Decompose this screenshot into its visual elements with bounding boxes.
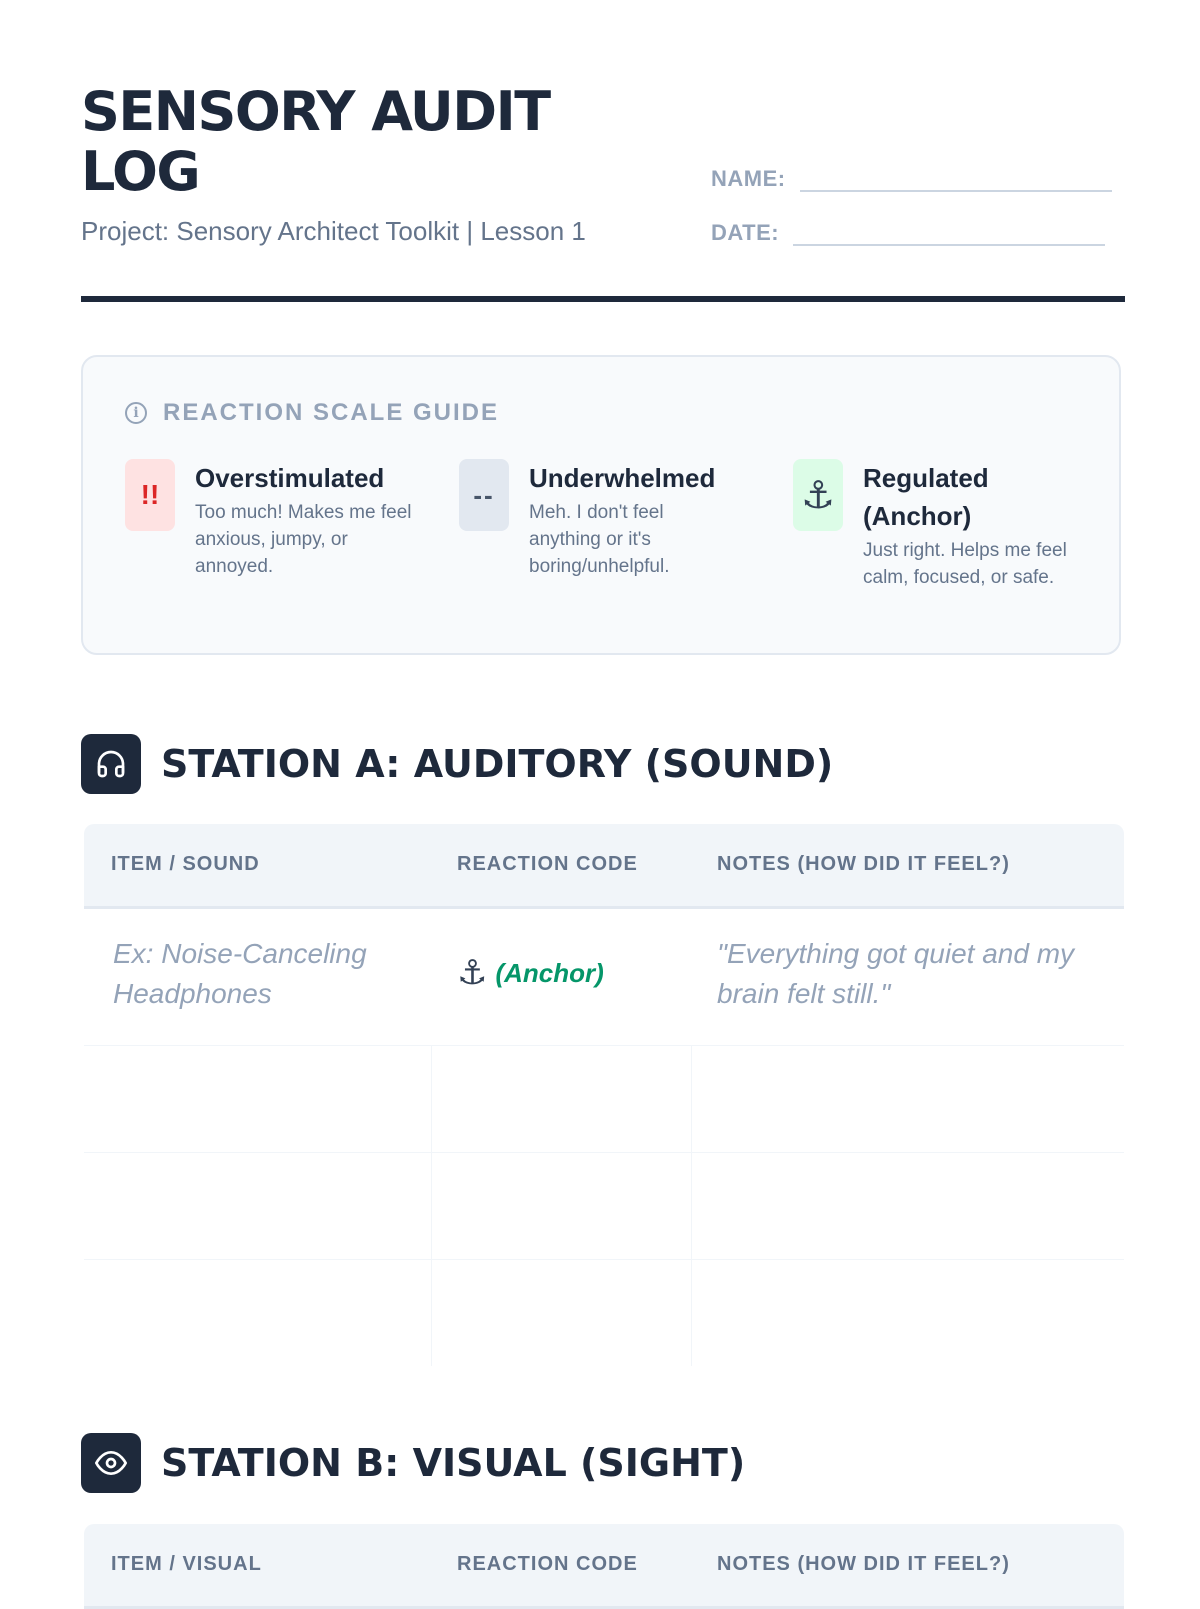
eye-icon: [81, 1433, 141, 1493]
example-row: [84, 909, 1124, 1046]
page-title: SENSORY AUDIT LOG: [81, 80, 550, 203]
guide-header: [125, 399, 499, 427]
page-subtitle: Project: Sensory Architect Toolkit | Lesson 1: [81, 216, 586, 246]
station-a-header: [81, 734, 833, 794]
example-item: Ex: Noise-Canceling Headphones: [113, 938, 367, 1009]
station-b-table: [84, 1524, 1124, 1609]
table-row[interactable]: [84, 1153, 1124, 1260]
table-row[interactable]: [84, 1046, 1124, 1153]
column-header: NOTES (HOW DID IT FEEL?): [717, 1553, 1010, 1575]
column-header: NOTES (HOW DID IT FEEL?): [717, 853, 1010, 875]
column-header: REACTION CODE: [457, 853, 638, 875]
name-input-line[interactable]: [800, 164, 1112, 192]
scale-item-regulated: [793, 459, 1073, 591]
column-header: REACTION CODE: [457, 1553, 638, 1575]
station-a-table: [84, 824, 1124, 1366]
table-row[interactable]: [84, 1260, 1124, 1366]
cell-divider: [691, 1153, 692, 1259]
column-header: ITEM / SOUND: [111, 853, 260, 875]
name-field: [711, 164, 1112, 192]
date-label: DATE:: [711, 220, 780, 245]
headphones-icon: [81, 734, 141, 794]
scale-name: Regulated (Anchor): [863, 463, 989, 531]
info-icon: i: [125, 402, 147, 424]
cell-divider: [691, 1260, 692, 1366]
date-input-line[interactable]: [793, 218, 1105, 246]
reaction-scale-guide: [81, 355, 1121, 655]
header: [81, 82, 1125, 302]
date-field: [711, 218, 1105, 246]
name-label: NAME:: [711, 166, 786, 191]
guide-title: REACTION SCALE GUIDE: [163, 399, 500, 426]
column-header: ITEM / VISUAL: [111, 1553, 262, 1575]
station-title: STATION B: VISUAL (SIGHT): [161, 1441, 746, 1485]
station-b-header: [81, 1433, 745, 1493]
scale-item-underwhelmed: [459, 459, 739, 580]
anchor-icon: ⚓: [793, 459, 843, 531]
cell-divider: [431, 1153, 432, 1259]
anchor-icon: ⚓: [457, 954, 488, 992]
overstimulated-symbol: !!: [125, 459, 175, 531]
cell-divider: [431, 1046, 432, 1152]
example-notes: "Everything got quiet and my brain felt still.": [717, 938, 1075, 1009]
cell-divider: [431, 1260, 432, 1366]
example-code-label: (Anchor): [495, 958, 604, 988]
station-title: STATION A: AUDITORY (SOUND): [161, 742, 834, 786]
scale-description: Meh. I don't feel anything or it's boring/unhelpful.: [529, 502, 670, 577]
scale-description: Too much! Makes me feel anxious, jumpy, or annoyed.: [195, 502, 412, 577]
table-header: [84, 1524, 1124, 1609]
scale-item-overstimulated: [125, 459, 425, 580]
scale-description: Just right. Helps me feel calm, focused, or safe.: [863, 540, 1067, 588]
scale-name: Overstimulated: [195, 463, 385, 493]
cell-divider: [691, 1046, 692, 1152]
header-divider: [81, 296, 1125, 302]
example-reaction-code: [457, 953, 604, 993]
scale-name: Underwhelmed: [529, 463, 716, 493]
underwhelmed-symbol: --: [459, 459, 509, 531]
table-header: [84, 824, 1124, 909]
